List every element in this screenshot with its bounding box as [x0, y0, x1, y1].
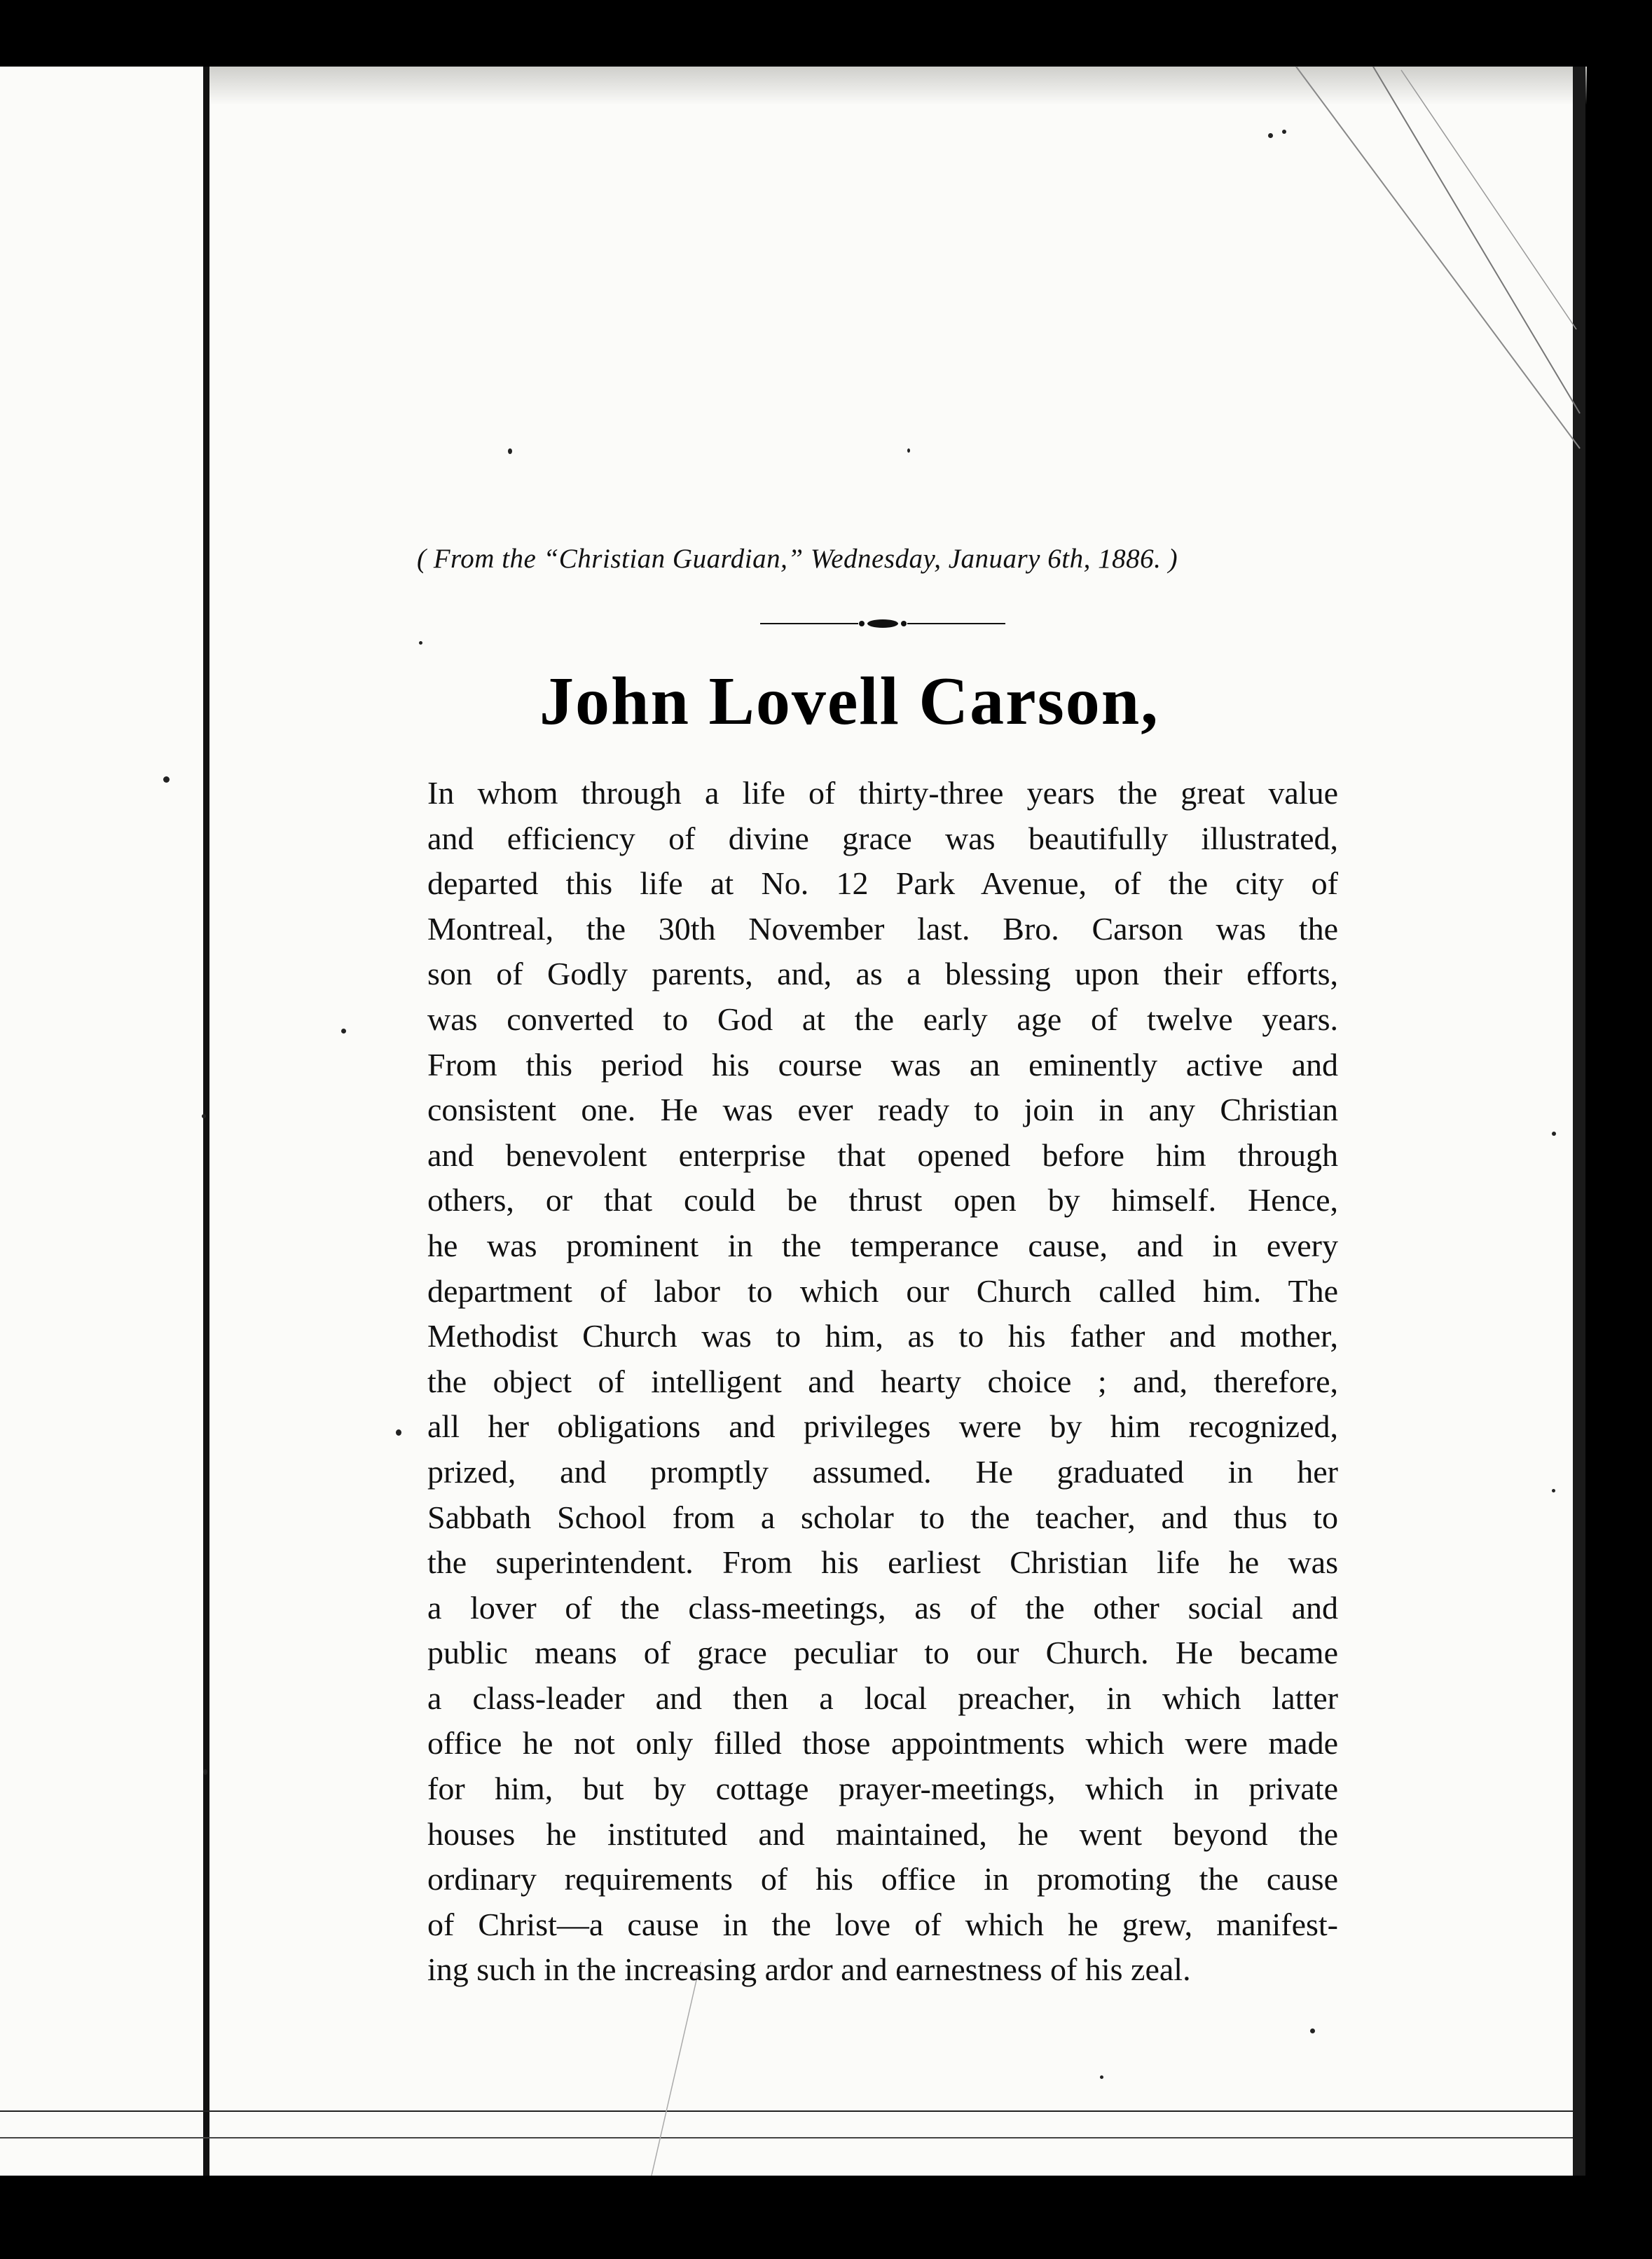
paper-speck [1552, 1489, 1555, 1492]
text-line: others, or that could be thrust open by himself. Hence, [427, 1182, 1338, 1218]
paper-speck [907, 448, 910, 453]
text-line: all her obligations and privileges were by him recognized, [427, 1408, 1338, 1445]
paper-speck [1282, 130, 1286, 134]
text-line: was converted to God at the early age of twelve years. [427, 1001, 1338, 1037]
text-line: Methodist Church was to him, as to his father and mother, [427, 1318, 1338, 1354]
paper-speck [341, 1029, 346, 1034]
source-citation: ( From the “Christian Guardian,” Wednesday, January 6th, 1886. ) [417, 544, 1178, 574]
text-line: Sabbath School from a scholar to the teacher, and thus to [427, 1499, 1338, 1535]
text-line: of Christ—a cause in the love of which he grew, manifest- [427, 1906, 1338, 1942]
paper-speck [163, 776, 170, 783]
text-line: ing such in the increasing ardor and earnestness of his zeal. [427, 1951, 1191, 1988]
document-title: John Lovell Carson, [539, 664, 1159, 739]
text-line: departed this life at No. 12 Park Avenue, of the city of [427, 865, 1338, 902]
text-line: From this period his course was an eminently active and [427, 1046, 1338, 1083]
paper-speck [508, 448, 512, 454]
text-line: prized, and promptly assumed. He graduated in her [427, 1453, 1338, 1490]
text-line: he was prominent in the temperance cause, and in every [427, 1227, 1338, 1263]
text-line: a lover of the class-meetings, as of the other social and [427, 1589, 1338, 1626]
paper-speck [1310, 2028, 1315, 2033]
text-line: consistent one. He was ever ready to join in any Christian [427, 1092, 1338, 1128]
ornamental-divider [760, 615, 1005, 632]
text-line: a class-leader and then a local preacher, in which latter [427, 1680, 1338, 1716]
text-line: son of Godly parents, and, as a blessing upon their efforts, [427, 956, 1338, 992]
text-line: In whom through a life of thirty-three years the great value [427, 775, 1338, 811]
text-line: Montreal, the 30th November last. Bro. Carson was the [427, 910, 1338, 947]
text-line: ordinary requirements of his office in promoting the cause [427, 1861, 1338, 1897]
paper-speck [396, 1429, 401, 1436]
text-line: department of labor to which our Church called him. The [427, 1272, 1338, 1309]
text-line: for him, but by cottage prayer-meetings, which in private [427, 1771, 1338, 1807]
paper-speck [1552, 1132, 1556, 1136]
text-line: houses he instituted and maintained, he went beyond the [427, 1815, 1338, 1852]
paper-speck [419, 641, 422, 645]
text-line: the object of intelligent and hearty choice ; and, therefore, [427, 1363, 1338, 1399]
text-line: office he not only filled those appointments which were made [427, 1725, 1338, 1762]
paper-speck [202, 1114, 206, 1118]
paper-speck [1100, 2075, 1103, 2079]
text-line: public means of grace peculiar to our Church. He became [427, 1635, 1338, 1671]
body-paragraph [427, 771, 1338, 1993]
text-line: the superintendent. From his earliest Christian life he was [427, 1544, 1338, 1581]
text-line: and efficiency of divine grace was beautifully illustrated, [427, 820, 1338, 856]
paper-speck [203, 1769, 207, 1775]
text-line: and benevolent enterprise that opened before him through [427, 1137, 1338, 1173]
paper-speck [1268, 133, 1273, 138]
